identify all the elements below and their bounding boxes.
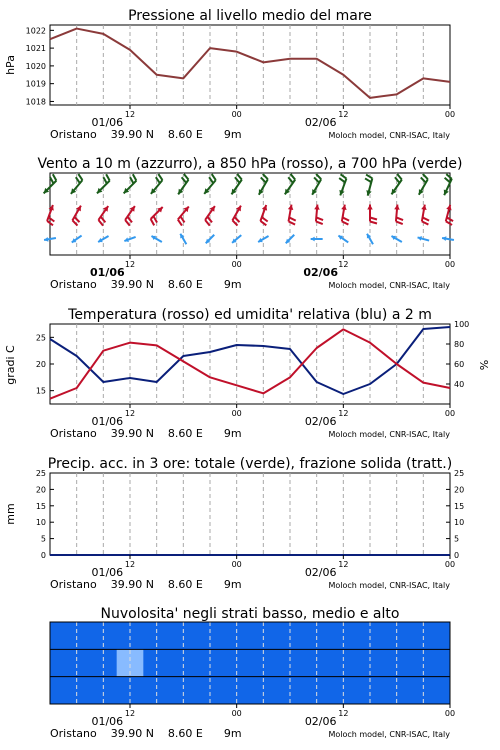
footer-location: Oristano 39.90 N 8.60 E 9m — [50, 578, 242, 591]
y-tick-label: 1018 — [25, 97, 46, 107]
y-tick-label: 10 — [35, 518, 46, 528]
footer-date-2: 02/06 — [304, 415, 337, 428]
x-tick-label: 12 — [124, 560, 136, 569]
y2-tick-label: 5 — [454, 534, 460, 544]
footer-location: Oristano 39.90 N 8.60 E 9m — [50, 427, 242, 440]
y2-tick-label: 80 — [454, 340, 465, 349]
humidity-y-label: % — [478, 359, 491, 371]
precip-title: Precip. acc. in 3 ore: totale (verde), frazione solida (tratt.) — [47, 456, 453, 472]
x-tick-label: 00 — [444, 110, 456, 119]
y-tick-label: 15 — [35, 386, 46, 396]
x-tick-label: 12 — [124, 110, 136, 119]
wind-x-ticks — [125, 255, 455, 269]
y2-tick-label: 10 — [454, 518, 465, 528]
y2-tick-label: 20 — [454, 485, 465, 495]
footer-date-1: 01/06 — [90, 266, 125, 279]
x-tick-label: 12 — [124, 709, 136, 718]
wind-title: Vento a 10 m (azzurro), a 850 hPa (rosso), a 700 hPa (verde) — [37, 156, 463, 172]
y-tick-label: 5 — [40, 534, 46, 544]
footer-date-2: 02/06 — [303, 266, 338, 279]
pressure-y-label: hPa — [4, 55, 17, 75]
y2-tick-label: 40 — [454, 380, 465, 389]
y-tick-label: 1021 — [25, 44, 46, 54]
footer-location: Oristano 39.90 N 8.60 E 9m — [50, 128, 242, 141]
pressure-footer — [50, 116, 450, 141]
footer-model: Moloch model, CNR-ISAC, Italy — [328, 730, 450, 739]
wind-footer — [50, 266, 450, 291]
x-tick-label: 00 — [444, 709, 456, 718]
wind-plot-frame — [50, 173, 450, 255]
y2-tick-label: 60 — [454, 360, 465, 369]
y-tick-label: 25 — [35, 469, 46, 478]
footer-model: Moloch model, CNR-ISAC, Italy — [328, 581, 450, 590]
precip-footer — [50, 566, 450, 591]
temperature-x-ticks — [125, 404, 455, 418]
cloud-cells — [50, 622, 450, 704]
pressure-x-ticks — [125, 105, 455, 119]
y-tick-label: 20 — [35, 485, 46, 495]
x-tick-label: 00 — [444, 560, 456, 569]
footer-date-1: 01/06 — [91, 415, 124, 428]
x-tick-label: 12 — [338, 110, 349, 119]
footer-date-1: 01/06 — [91, 116, 124, 129]
precip-y-label: mm — [4, 503, 17, 525]
footer-location: Oristano 39.90 N 8.60 E 9m — [50, 727, 242, 740]
y2-tick-label: 25 — [454, 469, 465, 478]
cloud-background — [50, 622, 450, 704]
precip-panel — [4, 456, 464, 591]
temperature-y-label: gradi C — [4, 345, 17, 385]
x-tick-label: 12 — [338, 709, 349, 718]
y2-tick-label: 15 — [454, 501, 465, 511]
pressure-title: Pressione al livello medio del mare — [128, 8, 372, 24]
footer-date-1: 01/06 — [91, 715, 124, 728]
temperature-plot-frame — [50, 324, 450, 404]
temperature-footer — [50, 415, 450, 440]
y-tick-label: 0 — [40, 551, 46, 560]
footer-location: Oristano 39.90 N 8.60 E 9m — [50, 278, 242, 291]
y-tick-label: 25 — [35, 333, 46, 343]
cloud-x-ticks — [125, 704, 455, 718]
footer-date-1: 01/06 — [91, 566, 124, 579]
footer-model: Moloch model, CNR-ISAC, Italy — [328, 131, 450, 140]
x-tick-label: 00 — [444, 409, 456, 418]
y-tick-label: 15 — [35, 501, 46, 511]
footer-model: Moloch model, CNR-ISAC, Italy — [328, 430, 450, 439]
x-tick-label: 12 — [338, 260, 349, 269]
wind-panel — [37, 156, 462, 291]
x-tick-label: 00 — [231, 260, 242, 269]
y2-tick-label: 100 — [454, 320, 470, 329]
temperature-title: Temperatura (rosso) ed umidita' relativa (blu) a 2 m — [68, 307, 432, 323]
x-tick-label: 00 — [231, 709, 242, 718]
cloud-footer — [50, 715, 450, 740]
y2-tick-label: 0 — [454, 551, 460, 560]
x-tick-label: 00 — [231, 560, 242, 569]
x-tick-label: 00 — [231, 409, 242, 418]
y-tick-label: 1022 — [25, 26, 46, 36]
y-tick-label: 1019 — [25, 79, 46, 89]
x-tick-label: 00 — [231, 110, 242, 119]
precip-x-ticks — [125, 555, 455, 569]
y-tick-label: 1020 — [25, 61, 46, 71]
x-tick-label: 12 — [338, 560, 349, 569]
footer-date-2: 02/06 — [304, 566, 337, 579]
precip-plot-frame — [50, 473, 450, 555]
x-tick-label: 12 — [338, 409, 349, 418]
x-tick-label: 12 — [124, 409, 136, 418]
cloud-title: Nuvolosita' negli strati basso, medio e alto — [100, 606, 400, 622]
footer-model: Moloch model, CNR-ISAC, Italy — [328, 281, 450, 290]
footer-date-2: 02/06 — [304, 116, 337, 129]
pressure-panel — [4, 8, 455, 141]
x-tick-label: 00 — [444, 260, 456, 269]
x-tick-label: 12 — [124, 260, 136, 269]
footer-date-2: 02/06 — [304, 715, 337, 728]
cloud-panel — [50, 606, 455, 740]
y-tick-label: 20 — [35, 360, 46, 369]
temperature-panel — [4, 307, 491, 440]
